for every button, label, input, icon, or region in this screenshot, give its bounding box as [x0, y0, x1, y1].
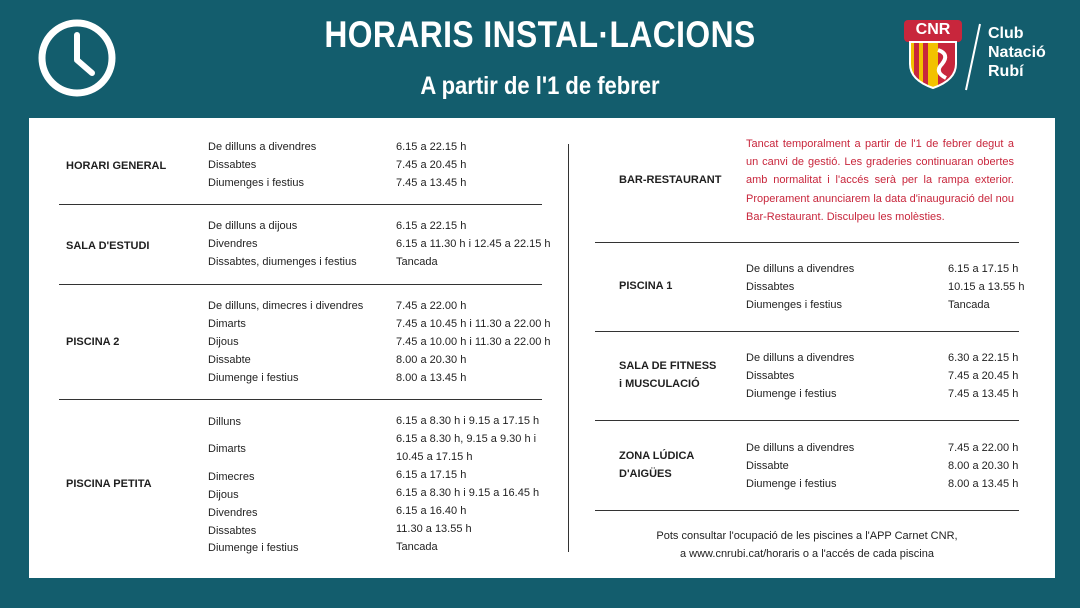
schedule-time: 8.00 a 13.45 h [396, 372, 467, 384]
section-title-horari-general: HORARI GENERAL [66, 160, 167, 172]
schedule-day: Divendres [208, 238, 258, 250]
schedule-time: 7.45 a 22.00 h [396, 300, 467, 312]
schedule-time-continued: 10.45 a 17.15 h [396, 451, 473, 463]
schedule-time: 10.15 a 13.55 h [948, 281, 1025, 293]
schedule-time: 6.15 a 17.15 h [948, 263, 1019, 275]
schedule-day: Diumenges i festius [746, 299, 842, 311]
bar-restaurant-notice: Tancat temporalment a partir de l'1 de febrer degut a un canvi de gestió. Les graderies continuaran obertes amb normalitat i l'accés serà per la rampa exterior. Properament anunciarem la data d'inauguració del nou Bar-Restaurant. Disculpeu les molèsties. [746, 138, 1014, 223]
schedule-time: 6.15 a 8.30 h i 9.15 a 16.45 h [396, 487, 540, 499]
schedule-time: 7.45 a 13.45 h [948, 388, 1019, 400]
schedule-time: 6.15 a 16.40 h [396, 505, 467, 517]
club-name-line1: Club [988, 25, 1024, 42]
schedule-day: Dissabte [746, 460, 789, 472]
column-divider [568, 144, 569, 552]
schedule-day: De dilluns, dimecres i divendres [208, 300, 364, 312]
schedule-day: Diumenge i festius [746, 388, 837, 400]
page-title: HORARIS INSTAL·LACIONS [324, 14, 756, 55]
section-divider [59, 399, 542, 400]
schedule-day: Dilluns [208, 416, 242, 428]
schedule-day: De dilluns a divendres [746, 442, 855, 454]
schedule-day: Diumenge i festius [208, 372, 299, 384]
schedule-day: Diumenges i festius [208, 177, 304, 189]
section-divider [595, 510, 1019, 511]
section-divider [595, 420, 1019, 421]
section-title-fitness: SALA DE FITNESS [619, 360, 717, 372]
schedule-day: De dilluns a divendres [208, 141, 317, 153]
schedule-time: 6.15 a 11.30 h i 12.45 a 22.15 h [396, 238, 551, 250]
footer-note [596, 527, 1018, 563]
section-divider [59, 284, 542, 285]
schedule-time: 6.15 a 22.15 h [396, 141, 467, 153]
schedule-time: 6.15 a 17.15 h [396, 469, 467, 481]
section-divider [59, 204, 542, 205]
section-divider [595, 242, 1019, 243]
schedule-day: Dissabtes [208, 525, 257, 537]
club-name-line3: Rubí [988, 63, 1024, 80]
section-title-piscina-2: PISCINA 2 [66, 336, 120, 348]
club-name [988, 24, 1046, 81]
schedule-day: De dilluns a divendres [746, 263, 855, 275]
schedule-day: Dissabtes [746, 370, 795, 382]
section-divider [595, 331, 1019, 332]
schedule-time: 7.45 a 20.45 h [396, 159, 467, 171]
section-title-fitness-line2: i MUSCULACIÓ [619, 378, 700, 390]
section-title-zona-ludica-line2: D'AIGÜES [619, 468, 672, 480]
schedule-time: 8.00 a 20.30 h [396, 354, 467, 366]
schedule-time: Tancada [948, 299, 990, 311]
schedule-time: 6.15 a 8.30 h, 9.15 a 9.30 h i [396, 433, 537, 445]
schedule-time: Tancada [396, 541, 438, 553]
club-name-line2: Natació [988, 44, 1046, 61]
page-subtitle: A partir de l'1 de febrer [420, 72, 660, 100]
section-title-zona-ludica: ZONA LÚDICA [619, 450, 695, 462]
schedule-day: Diumenge i festius [746, 478, 837, 490]
schedule-time: 11.30 a 13.55 h [396, 523, 472, 535]
schedule-day: Dissabte [208, 354, 251, 366]
schedule-time: 7.45 a 10.45 h i 11.30 a 22.00 h [396, 318, 551, 330]
schedule-time: 7.45 a 10.00 h i 11.30 a 22.00 h [396, 336, 551, 348]
section-title-sala-estudi: SALA D'ESTUDI [66, 240, 150, 252]
schedule-day: Dissabtes, diumenges i festius [208, 256, 357, 268]
schedule-time: 8.00 a 13.45 h [948, 478, 1019, 490]
schedule-day: Dijous [208, 489, 239, 501]
schedule-time: 6.15 a 8.30 h i 9.15 a 17.15 h [396, 415, 540, 427]
schedule-time: 7.45 a 13.45 h [396, 177, 467, 189]
schedule-time: 7.45 a 20.45 h [948, 370, 1019, 382]
footer-line1: Pots consultar l'ocupació de les piscines a l'APP Carnet CNR, [656, 530, 958, 542]
schedule-day: De dilluns a dijous [208, 220, 298, 232]
schedule-day: Dijous [208, 336, 239, 348]
schedule-day: Divendres [208, 507, 258, 519]
schedule-time: 8.00 a 20.30 h [948, 460, 1019, 472]
schedule-day: Dissabtes [746, 281, 795, 293]
section-title-bar-restaurant: BAR-RESTAURANT [619, 174, 722, 186]
schedule-day: Dimarts [208, 443, 246, 455]
club-badge-text: CNR [915, 21, 951, 38]
section-title-piscina-petita: PISCINA PETITA [66, 478, 152, 490]
schedule-time: 6.30 a 22.15 h [948, 352, 1019, 364]
schedule-day: Dimecres [208, 471, 255, 483]
logo-divider [962, 22, 984, 92]
schedule-time: Tancada [396, 256, 438, 268]
schedule-day: Dimarts [208, 318, 246, 330]
schedule-time: 6.15 a 22.15 h [396, 220, 467, 232]
footer-line2: a www.cnrubi.cat/horaris o a l'accés de cada piscina [679, 548, 934, 560]
schedule-time: 7.45 a 22.00 h [948, 442, 1019, 454]
schedule-day: Dissabtes [208, 159, 257, 171]
schedule-day: Diumenge i festius [208, 542, 299, 554]
section-title-piscina-1: PISCINA 1 [619, 280, 673, 292]
schedule-day: De dilluns a divendres [746, 352, 855, 364]
